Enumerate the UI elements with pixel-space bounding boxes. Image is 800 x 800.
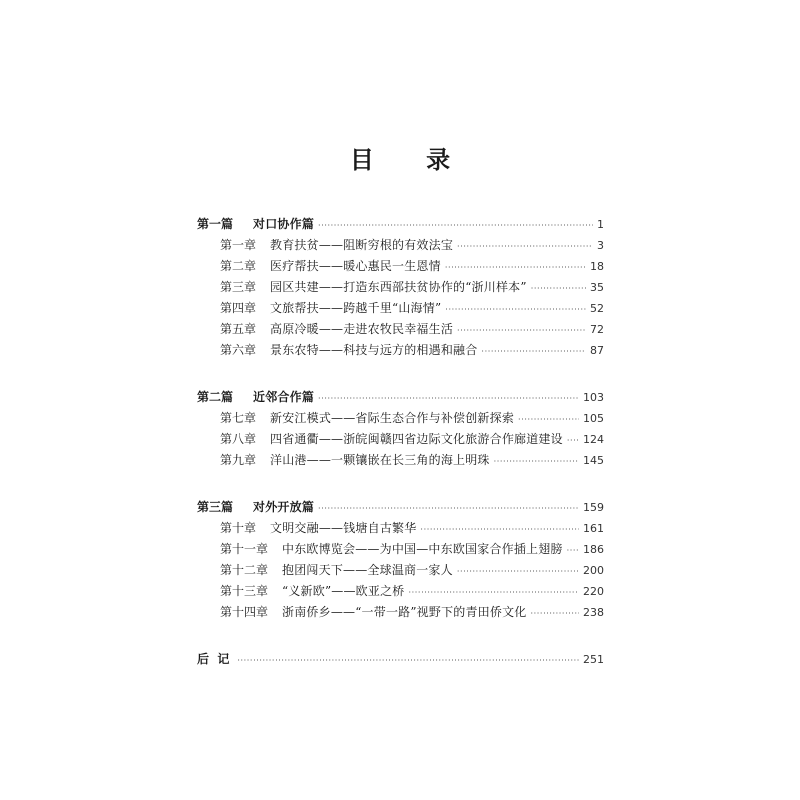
- page-title: 目 录: [349, 146, 473, 174]
- dot-leader: [237, 650, 579, 671]
- chapter-label: 第四章: [220, 301, 257, 315]
- toc-chapter-11[interactable]: [197, 539, 604, 560]
- chapter-label: 第十三章: [220, 584, 269, 598]
- page-number: 145: [583, 454, 604, 467]
- part-label: 第二篇: [197, 390, 234, 404]
- dot-leader: [445, 299, 586, 320]
- chapter-label: 第十四章: [220, 605, 269, 619]
- chapter-name: 文明交融——钱塘自古繁华: [270, 521, 417, 535]
- dot-leader: [567, 430, 579, 451]
- page-number: 124: [583, 433, 604, 446]
- chapter-label: 第十一章: [220, 542, 269, 556]
- dot-leader: [457, 561, 579, 582]
- toc-chapter-12[interactable]: [197, 560, 604, 581]
- part-label: 第一篇: [197, 217, 234, 231]
- page-number: 159: [583, 501, 604, 514]
- page-number: 3: [597, 239, 604, 252]
- chapter-label: 第十二章: [220, 563, 269, 577]
- toc-part-2[interactable]: [197, 387, 604, 408]
- dot-leader: [481, 341, 586, 362]
- part-name: 对外开放篇: [253, 500, 315, 514]
- part-name: 近邻合作篇: [253, 390, 315, 404]
- dot-leader: [494, 451, 579, 472]
- section-gap: [197, 623, 604, 649]
- dot-leader: [457, 320, 586, 341]
- chapter-name: 中东欧博览会——为中国—中东欧国家合作插上翅膀: [282, 542, 563, 556]
- toc-chapter-7[interactable]: [197, 408, 604, 429]
- toc-chapter-5[interactable]: [197, 319, 604, 340]
- dot-leader: [531, 278, 586, 299]
- chapter-name: 景东农特——科技与远方的相遇和融合: [270, 343, 478, 357]
- afterword-label: 后 记: [197, 652, 230, 666]
- page-number: 186: [583, 543, 604, 556]
- toc-chapter-2[interactable]: [197, 256, 604, 277]
- toc-afterword[interactable]: [197, 649, 604, 670]
- chapter-label: 第二章: [220, 259, 257, 273]
- chapter-name: 浙南侨乡——“一带一路”视野下的青田侨文化: [282, 605, 527, 619]
- page-number: 238: [583, 606, 604, 619]
- page-number: 52: [590, 302, 604, 315]
- chapter-name: 抱团闯天下——全球温商一家人: [282, 563, 453, 577]
- toc-chapter-8[interactable]: [197, 429, 604, 450]
- chapter-name: 文旅帮扶——跨越千里“山海情”: [270, 301, 442, 315]
- chapter-name: 教育扶贫——阻断穷根的有效法宝: [270, 238, 454, 252]
- chapter-label: 第五章: [220, 322, 257, 336]
- dot-leader: [318, 498, 579, 519]
- chapter-name: 高原冷暖——走进农牧民幸福生活: [270, 322, 454, 336]
- toc-part-3[interactable]: [197, 497, 604, 518]
- page-number: 200: [583, 564, 604, 577]
- page-number: 87: [590, 344, 604, 357]
- page-number: 35: [590, 281, 604, 294]
- chapter-label: 第三章: [220, 280, 257, 294]
- page-number: 103: [583, 391, 604, 404]
- toc-chapter-10[interactable]: [197, 518, 604, 539]
- dot-leader: [420, 519, 579, 540]
- toc-chapter-4[interactable]: [197, 298, 604, 319]
- part-name: 对口协作篇: [253, 217, 315, 231]
- page-number: 251: [583, 653, 604, 666]
- chapter-name: 四省通衢——浙皖闽赣四省边际文化旅游合作廊道建设: [270, 432, 563, 446]
- page-number: 18: [590, 260, 604, 273]
- page-number: 72: [590, 323, 604, 336]
- page-number: 1: [597, 218, 604, 231]
- page-number: 220: [583, 585, 604, 598]
- toc-chapter-1[interactable]: [197, 235, 604, 256]
- dot-leader: [409, 582, 580, 603]
- dot-leader: [457, 236, 593, 257]
- chapter-label: 第七章: [220, 411, 257, 425]
- chapter-name: 洋山港——一颗镶嵌在长三角的海上明珠: [270, 453, 490, 467]
- dot-leader: [445, 257, 586, 278]
- part-label: 第三篇: [197, 500, 234, 514]
- chapter-name: 园区共建——打造东西部扶贫协作的“浙川样本”: [270, 280, 527, 294]
- toc-chapter-6[interactable]: [197, 340, 604, 361]
- dot-leader: [518, 409, 579, 430]
- table-of-contents: [197, 214, 604, 670]
- toc-chapter-14[interactable]: [197, 602, 604, 623]
- chapter-name: 医疗帮扶——暖心惠民一生恩情: [270, 259, 441, 273]
- toc-part-1[interactable]: [197, 214, 604, 235]
- chapter-name: “义新欧”——欧亚之桥: [282, 584, 405, 598]
- dot-leader: [531, 603, 580, 624]
- chapter-label: 第一章: [220, 238, 257, 252]
- chapter-name: 新安江模式——省际生态合作与补偿创新探索: [270, 411, 515, 425]
- toc-chapter-13[interactable]: [197, 581, 604, 602]
- dot-leader: [567, 540, 579, 561]
- chapter-label: 第八章: [220, 432, 257, 446]
- dot-leader: [318, 215, 593, 236]
- chapter-label: 第十章: [220, 521, 257, 535]
- chapter-label: 第六章: [220, 343, 257, 357]
- toc-chapter-9[interactable]: [197, 450, 604, 471]
- toc-chapter-3[interactable]: [197, 277, 604, 298]
- section-gap: [197, 471, 604, 497]
- page-number: 105: [583, 412, 604, 425]
- dot-leader: [318, 388, 579, 409]
- chapter-label: 第九章: [220, 453, 257, 467]
- page-number: 161: [583, 522, 604, 535]
- section-gap: [197, 361, 604, 387]
